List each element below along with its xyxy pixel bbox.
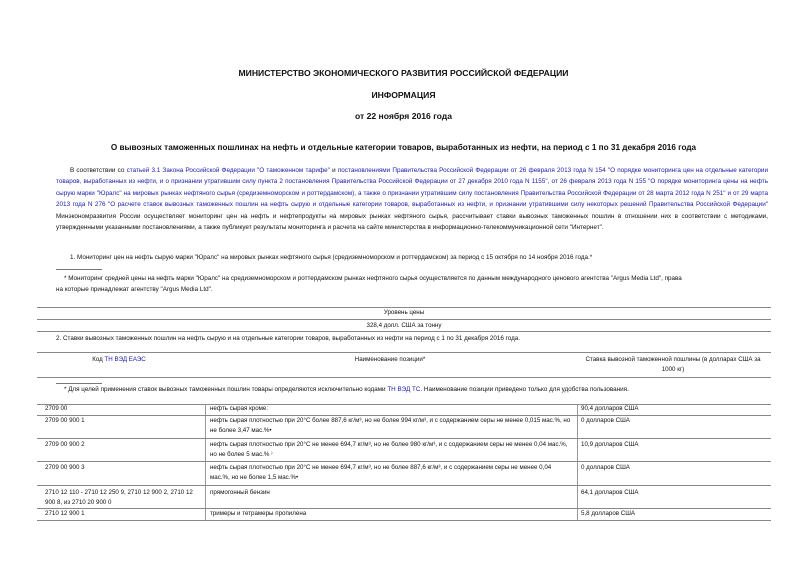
row-border [37,485,771,486]
doc-date: от 22 ноября 2016 года [354,111,453,121]
doc-type-heading: ИНФОРМАЦИЯ [371,90,436,100]
footnote-1-line1: * Мониторинг средней цены на нефть марки "Юралс" на средиземноморском и роттердамском рынках нефтяного сырья осуществляется по данным международного ценового агентства "Argus Media Ltd", права [64,275,682,282]
intro-text-3: Минэкономразвития России осуществляет мониторинг цен на нефть и нефтепродукты на мировых рынках нефтяного сырья, рассчитывает ставки вывозных таможенных пошлин в отношении них в соответствии с методиками, утвержденными указанными постановлениями, а также публикует результаты мониторинга и расчета на сайте министерства в информационно-телекоммуникационной сети "Интернет". [56,212,768,232]
rates-table-top-border [37,352,771,353]
row-border [37,520,771,521]
price-level-value: 328,4 долл. США за тонну [366,322,442,329]
intro-paragraph [56,165,768,233]
row-name: нефть сырая плотностью при 20°С не менее 694,7 кг/м³, но не более 980 кг/м³, и с содержанием серы не менее 0,04 мас.%, но не более 5 мас.% ⁾ [210,441,568,459]
footnote-1-line2: на которые принадлежат агентству "Argus Media Ltd". [56,286,213,293]
intro-text-1: В соответствии со [70,167,127,174]
row-name: нефть сырая плотностью при 20°С не менее 694,7 кг/м³, но не более 887,6 кг/м³, и с содержанием серы не менее 0,04 мас.%, но не более 1,5 мас.%• [210,464,552,482]
row-name: тримеры и тетрамеры пропилена [210,510,307,517]
price-table-mid-border [37,319,771,320]
row-rate: 0 долларов США [581,417,630,424]
intro-text-2: и [329,167,338,174]
doc-title: О вывозных таможенных пошлинах на нефть и отдельные категории товаров, выработанных из нефти, на период с 1 по 31 декабря 2016 года [110,143,697,152]
col-header-code-label: Код [92,356,105,363]
col-header-code [37,355,201,365]
row-code: 2710 12 900 1 [45,510,85,517]
item-2-text: 2. Ставки вывозных таможенных пошлин на нефть сырую и на отдельные категории товаров, выработанных из нефти на период с 1 по 31 декабря 2016 года. [56,335,521,342]
row-name: нефть сырая плотностью при 20°С более 887,6 кг/м³, но не более 994 кг/м³, и с содержанием серы не менее 0,015 мас.%, но не более 3,47 мас.%• [210,417,571,435]
row-border [37,438,771,439]
row-rate: 0 долларов США [581,464,630,471]
column-divider-2 [577,404,578,521]
row-code: 2709 00 [45,405,68,412]
price-level-header: Уровень цены [383,309,425,316]
rates-footnote-text-2: . Наименование позиции приведено только для удобства пользования. [420,386,629,393]
footnote-separator [56,269,102,270]
row-name: прямогонный бензин [210,489,270,496]
row-code: 2709 00 900 1 [45,417,85,424]
row-rate: 10,9 долларов США [581,441,639,448]
row-name: нефть сырая кроме: [210,405,269,412]
col-header-name: Наименование позиции* [354,356,426,363]
rates-footnote [64,385,629,395]
row-rate: 90,4 долларов США [581,405,639,412]
row-border [37,461,771,462]
row-code: 2710 12 110 - 2710 12 250 9, 2710 12 900 2, 2710 12 900 8, из 2710 20 900 0 [45,489,193,506]
rates-footnote-text-1: * Для целей применения ставок вывозных таможенных пошлин товары определяются исключительно кодами [64,386,388,393]
tnved-ts-link[interactable]: ТН ВЭД ТС [387,386,421,393]
rates-header-bottom-border [37,377,771,378]
price-table-bottom-border [37,331,771,332]
tnved-eaes-link[interactable]: ТН ВЭД ЕАЭС [104,356,146,363]
row-rate: 64,1 долларов США [581,489,639,496]
col-header-rate: Ставка вывозной таможенной пошлины (в долларах США за 1000 кг) [585,356,761,374]
column-divider-1 [205,404,206,521]
ministry-heading: МИНИСТЕРСТВО ЭКОНОМИЧЕСКОГО РАЗВИТИЯ РОССИЙСКОЙ ФЕДЕРАЦИИ [238,68,569,78]
rates-footnote-separator [56,383,102,384]
row-rate: 5,8 долларов США [581,510,636,517]
law-link[interactable]: статьей 3.1 Закона Российской Федерации "О таможенном тарифе" [126,167,330,174]
item-1-text: 1. Мониторинг цен на нефть сырую марки "Юралс" на мировых рынках нефтяного сырья (средиземноморском и роттердамском) за период с 15 октября по 14 ноября 2016 года.* [70,254,593,261]
row-code: 2709 00 900 2 [45,441,85,448]
row-code: 2709 00 900 3 [45,464,85,471]
government-decrees-link[interactable]: постановлениями Правительства Российской Федерации от 26 февраля 2013 года N 154 "О порядке мониторинга цен на отдельные категории товаров, выработанных из нефти, и о признании утратившим силу пункта 2 постановления Правительства Российской Федерации от 27 декабря 2010 года N 1155", от 26 февраля 2013 года N 155 "О порядке мониторинга цены на нефть сырую марки "Юралс" на мировых рынках нефтяного сырья (средиземноморском и роттердамском), а также о признании утратившим силу постановления Правительства Российской Федерации от 28 марта 2012 года N 251" и от 29 марта 2013 года N 276 "О расчете ставок вывозных таможенных пошлин на нефть сырую и отдельные категории товаров, выработанных из нефти, и признании утратившими силу некоторых решений Правительства Российской Федерации" [56,167,768,209]
